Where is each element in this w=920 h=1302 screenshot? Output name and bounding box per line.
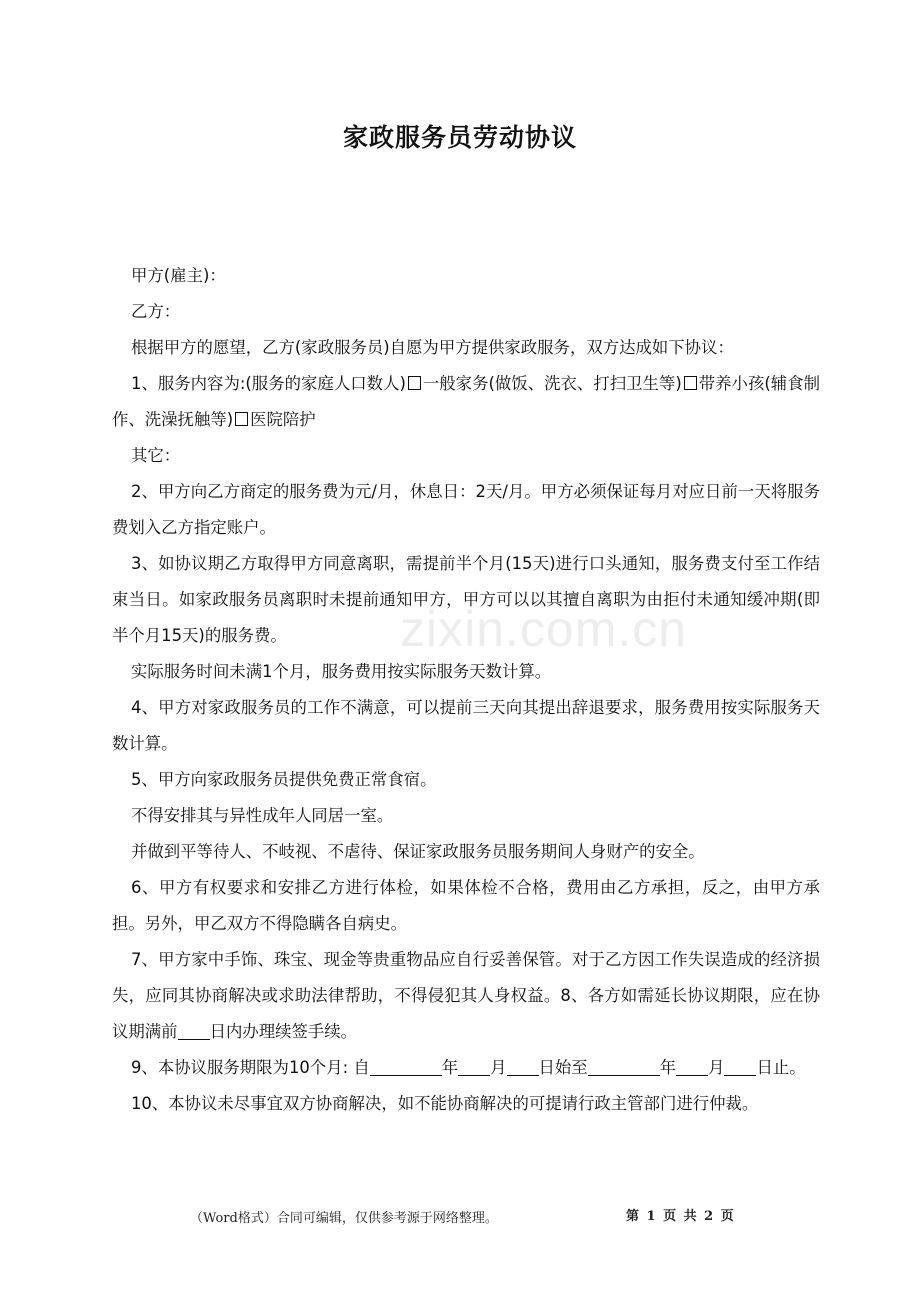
clause-10-paragraph: 10、本协议未尽事宜双方协商解决，如不能协商解决的可提请行政主管部门进行仲裁。 — [131, 1094, 759, 1113]
clause-3-paragraph: 3、如协议期乙方取得甲方同意离职，需提前半个月(15天)进行口头通知，服务费支付至工作结束当日。如家政服务员离职时未提前通知甲方，甲方可以以其擅自离职为由拒付未通知缓冲期(即半个月15天)的服务费。 — [112, 554, 820, 645]
checkbox-icon[interactable] — [235, 412, 248, 426]
clause-2-paragraph: 2、甲方向乙方商定的服务费为元/月，休息日：2天/月。甲方必须保证每月对应日前一天将服务费划入乙方指定账户。 — [112, 482, 820, 537]
document-title: 家政服务员劳动协议 — [342, 123, 577, 152]
start-day-blank[interactable] — [507, 1059, 539, 1076]
end-day-label: 日止。 — [756, 1058, 806, 1077]
clause-9-intro: 9、本协议服务期限为10个月: 自 — [131, 1058, 370, 1077]
party-b-line: 乙方： — [131, 302, 181, 321]
document-body — [112, 258, 820, 1122]
page-number: 第 1 页 共 2 页 — [626, 1209, 734, 1224]
preamble-paragraph: 根据甲方的愿望，乙方(家政服务员)自愿为甲方提供家政服务，双方达成如下协议： — [131, 338, 734, 357]
clause-8-tail: 日内办理续签手续。 — [209, 1022, 358, 1041]
option-housework: 一般家务(做饭、洗衣、打扫卫生等) — [422, 374, 682, 393]
checkbox-icon[interactable] — [684, 376, 697, 390]
renewal-days-blank[interactable] — [178, 1023, 210, 1040]
start-month-blank[interactable] — [458, 1059, 490, 1076]
footer-note: （Word格式）合同可编辑，仅供参考源于网络整理。 — [190, 1211, 498, 1226]
option-childcare: 带养小孩(辅食制作、洗澡抚触等) — [112, 374, 820, 429]
end-year-blank[interactable] — [588, 1059, 660, 1076]
year-label: 年 — [441, 1058, 459, 1077]
clause-1-intro: 1、服务内容为:(服务的家庭人口数人) — [131, 374, 406, 393]
clause-7-8-text: 7、甲方家中手饰、珠宝、现金等贵重物品应自行妥善保管。对于乙方因工作失误造成的经济损失，应同其协商解决或求助法律帮助，不得侵犯其人身权益。8、各方如需延长协议期限，应在协议期满前 — [112, 950, 820, 1041]
party-a-line: 甲方(雇主)： — [131, 266, 226, 285]
clause-4-paragraph: 4、甲方对家政服务员的工作不满意，可以提前三天向其提出辞退要求，服务费用按实际服务天数计算。 — [112, 698, 820, 753]
clause-7-8-paragraph — [112, 942, 820, 1050]
start-day-label: 日始至 — [538, 1058, 588, 1077]
checkbox-icon[interactable] — [408, 376, 421, 390]
month-label: 月 — [708, 1058, 725, 1077]
other-line: 其它： — [131, 446, 181, 465]
clause-3-note: 实际服务时间未满1个月，服务费用按实际服务天数计算。 — [131, 662, 552, 681]
clause-9-paragraph — [112, 1050, 820, 1086]
clause-6-paragraph: 6、甲方有权要求和安排乙方进行体检，如果体检不合格，费用由乙方承担，反之，由甲方承担。另外，甲乙双方不得隐瞒各自病史。 — [112, 878, 820, 933]
option-hospital-care: 医院陪护 — [250, 410, 316, 429]
watermark: zixin.com.cn — [400, 601, 688, 657]
clause-5-note-2: 并做到平等待人、不岐视、不虐待、保证家政服务员服务期间人身财产的安全。 — [131, 842, 705, 861]
end-month-blank[interactable] — [676, 1059, 708, 1076]
end-day-blank[interactable] — [724, 1059, 756, 1076]
month-label: 月 — [490, 1058, 507, 1077]
year-label: 年 — [659, 1058, 677, 1077]
clause-5-note-1: 不得安排其与异性成年人同居一室。 — [131, 806, 394, 825]
clause-5-paragraph: 5、甲方向家政服务员提供免费正常食宿。 — [131, 770, 437, 789]
clause-1-paragraph — [112, 366, 820, 438]
start-year-blank[interactable] — [370, 1059, 442, 1076]
